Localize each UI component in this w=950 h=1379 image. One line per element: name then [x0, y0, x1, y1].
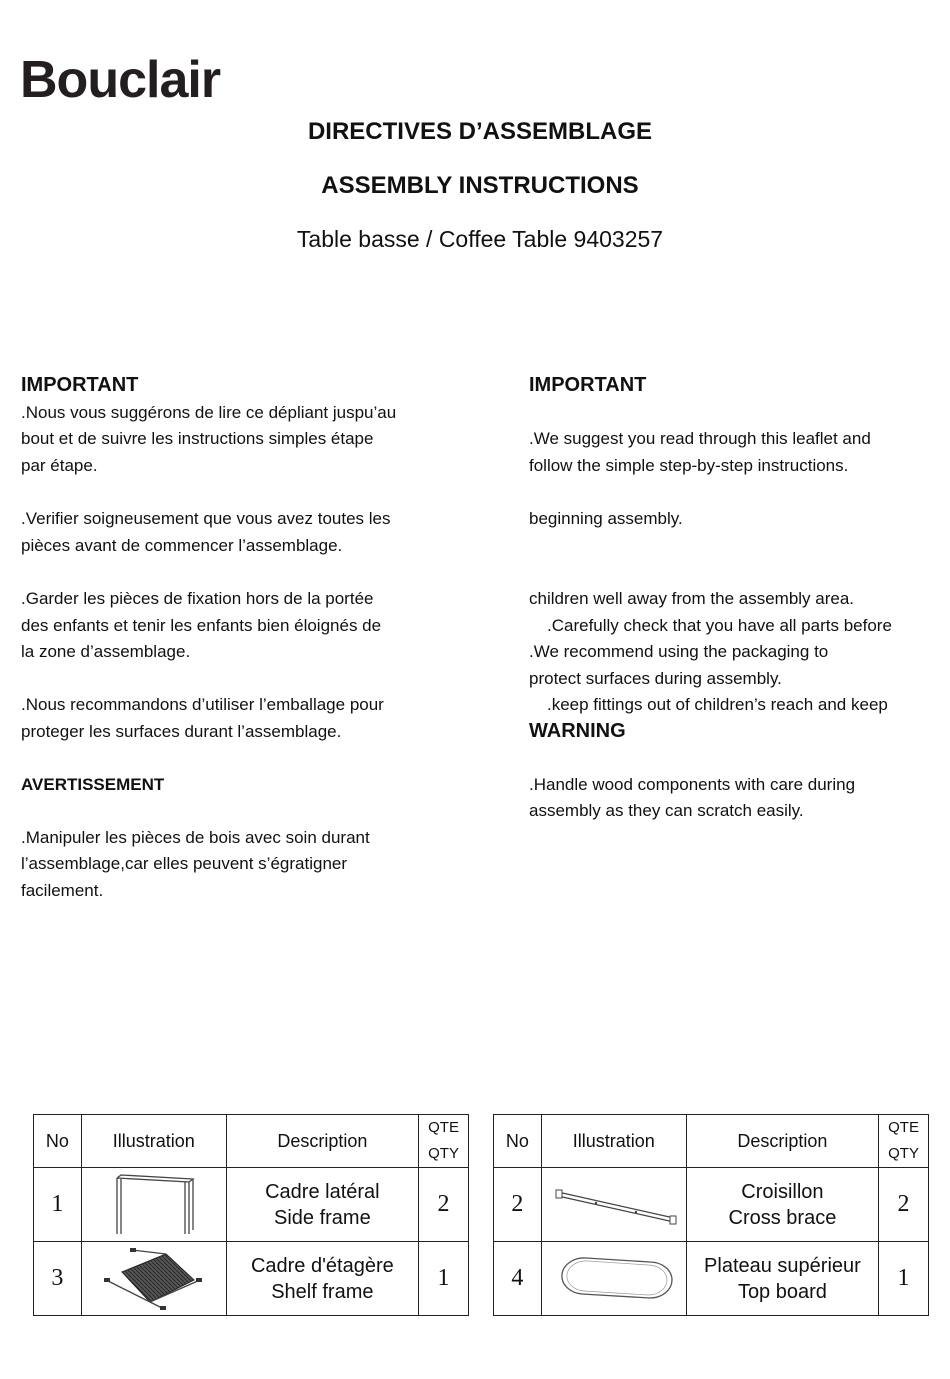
table-row [34, 1242, 469, 1316]
french-text-line: l’assemblage,car elles peuvent s’égratigner [21, 854, 348, 873]
header-qty-fr: QTE [428, 1119, 459, 1136]
parts-table-right [493, 1114, 929, 1316]
desc-fr: Cadre latéral [265, 1180, 380, 1203]
header-no: No [494, 1115, 542, 1168]
part-illustration [81, 1242, 226, 1316]
english-text-line: .Handle wood components with care during [529, 775, 856, 794]
english-text-line: .Carefully check that you have all parts before [547, 616, 892, 635]
part-qty: 2 [419, 1168, 469, 1242]
part-qty: 1 [419, 1242, 469, 1316]
english-text-line: .We recommend using the packaging to [529, 642, 829, 661]
part-illustration [541, 1168, 686, 1242]
english-text-line: children well away from the assembly area. [529, 589, 855, 608]
cross-brace-icon [546, 1180, 682, 1230]
english-important-heading: IMPORTANT [529, 374, 647, 396]
title-english: ASSEMBLY INSTRUCTIONS [321, 172, 639, 199]
header-qty-en: QTY [888, 1145, 919, 1162]
side-frame-icon [109, 1170, 199, 1240]
parts-table-left [33, 1114, 469, 1316]
french-text-line: facilement. [21, 881, 104, 900]
english-text-line: beginning assembly. [529, 509, 683, 528]
brand-logo: Bouclair [20, 51, 221, 109]
part-description [226, 1242, 418, 1316]
header-qty [879, 1115, 929, 1168]
shelf-frame-icon [104, 1246, 204, 1312]
desc-fr: Croisillon [741, 1180, 824, 1203]
desc-en: Shelf frame [271, 1280, 374, 1303]
part-number: 1 [34, 1168, 82, 1242]
part-description [226, 1168, 418, 1242]
english-text-line: .We suggest you read through this leaflet and [529, 429, 871, 448]
header-no: No [34, 1115, 82, 1168]
table-row [34, 1168, 469, 1242]
french-text-line: pièces avant de commencer l’assemblage. [21, 536, 343, 555]
header-description: Description [686, 1115, 878, 1168]
part-illustration [81, 1168, 226, 1242]
french-text-line: des enfants et tenir les enfants bien éloignés de [21, 616, 382, 635]
table-row [494, 1168, 929, 1242]
part-description [686, 1242, 878, 1316]
header-description: Description [226, 1115, 418, 1168]
table-row [494, 1242, 929, 1316]
header-qty-fr: QTE [888, 1119, 919, 1136]
part-number: 2 [494, 1168, 542, 1242]
desc-fr: Cadre d'étagère [250, 1254, 394, 1277]
desc-fr: Plateau supérieur [704, 1254, 861, 1277]
english-warning-heading: WARNING [529, 720, 626, 742]
desc-en: Cross brace [728, 1206, 837, 1229]
title-french: DIRECTIVES D’ASSEMBLAGE [307, 118, 653, 145]
part-qty: 2 [879, 1168, 929, 1242]
french-text-line: .Manipuler les pièces de bois avec soin durant [21, 828, 370, 847]
part-illustration [541, 1242, 686, 1316]
french-warning-heading: AVERTISSEMENT [21, 775, 165, 794]
french-text-line: .Garder les pièces de fixation hors de la portée [21, 589, 374, 608]
english-text-line: follow the simple step-by-step instructions. [529, 456, 849, 475]
header-illustration: Illustration [541, 1115, 686, 1168]
header-qty [419, 1115, 469, 1168]
english-text-line: .keep fittings out of children’s reach and keep [547, 695, 888, 714]
french-text-line: .Nous recommandons d’utiliser l’emballage pour [21, 695, 384, 714]
french-text-line: .Nous vous suggérons de lire ce dépliant juspu’au [21, 403, 397, 422]
top-board-icon [554, 1252, 674, 1306]
french-text-line: proteger les surfaces durant l’assemblage. [21, 722, 342, 741]
french-text-line: .Verifier soigneusement que vous avez toutes les [21, 509, 391, 528]
part-qty: 1 [879, 1242, 929, 1316]
english-text-line: protect surfaces during assembly. [529, 669, 782, 688]
french-text-line: la zone d’assemblage. [21, 642, 191, 661]
french-text-line: bout et de suivre les instructions simples étape [21, 429, 374, 448]
english-text-line: assembly as they can scratch easily. [529, 801, 804, 820]
french-text-line: par étape. [21, 456, 98, 475]
part-number: 4 [494, 1242, 542, 1316]
french-important-heading: IMPORTANT [21, 374, 139, 396]
desc-en: Top board [737, 1280, 827, 1303]
header-illustration: Illustration [81, 1115, 226, 1168]
part-number: 3 [34, 1242, 82, 1316]
header-qty-en: QTY [428, 1145, 459, 1162]
product-subtitle: Table basse / Coffee Table 9403257 [296, 226, 664, 252]
desc-en: Side frame [273, 1206, 371, 1229]
part-description [686, 1168, 878, 1242]
